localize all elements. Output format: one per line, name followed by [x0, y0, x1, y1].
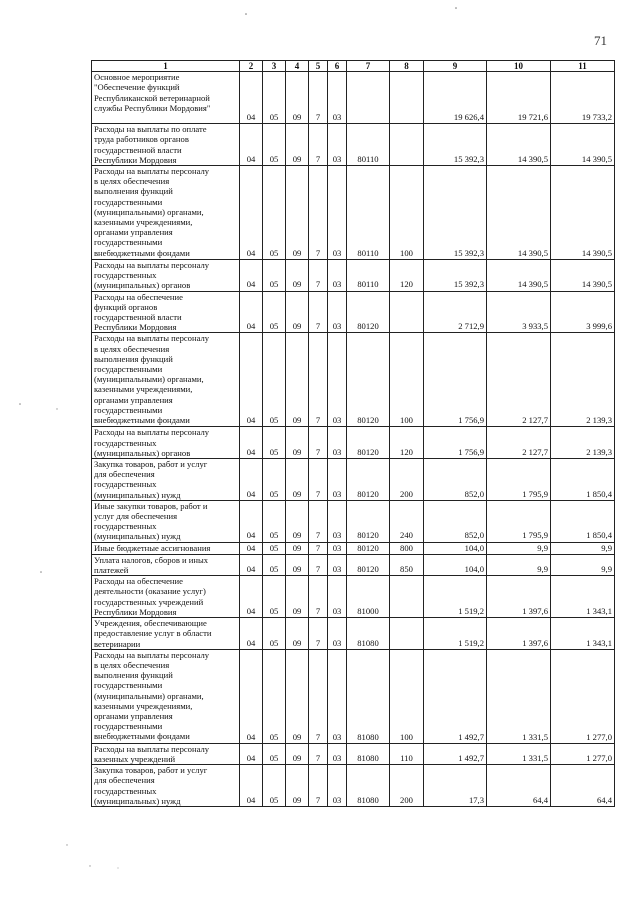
cell-direction: 80120 [347, 542, 390, 554]
cell-amount-year-3: 2 139,3 [551, 427, 615, 459]
cell-program: 7 [309, 260, 328, 292]
cell-target-article: 09 [286, 743, 309, 764]
col-header-10: 10 [487, 61, 551, 72]
cell-target-article: 09 [286, 542, 309, 554]
cell-subprogram: 03 [328, 576, 347, 618]
cell-amount-year-2: 1 795,9 [487, 459, 551, 501]
cell-amount-year-3: 19 733,2 [551, 72, 615, 124]
cell-subsection: 05 [263, 124, 286, 166]
cell-amount-year-3: 1 343,1 [551, 576, 615, 618]
cell-amount-year-1: 104,0 [424, 542, 487, 554]
cell-target-article: 09 [286, 459, 309, 501]
cell-target-article: 09 [286, 166, 309, 260]
col-header-7: 7 [347, 61, 390, 72]
table-row [92, 618, 615, 650]
cell-amount-year-3: 1 277,0 [551, 649, 615, 743]
cell-amount-year-2: 1 795,9 [487, 500, 551, 542]
cell-expense-name: Уплата налогов, сборов и иных платежей [92, 554, 240, 575]
cell-target-article: 09 [286, 649, 309, 743]
cell-program: 7 [309, 459, 328, 501]
cell-expense-type: 200 [390, 765, 424, 807]
cell-target-article: 09 [286, 72, 309, 124]
cell-subsection: 05 [263, 291, 286, 333]
cell-amount-year-1: 17,3 [424, 765, 487, 807]
cell-subprogram: 03 [328, 459, 347, 501]
cell-direction: 81080 [347, 618, 390, 650]
cell-expense-type: 110 [390, 743, 424, 764]
cell-amount-year-2: 3 933,5 [487, 291, 551, 333]
table-row [92, 459, 615, 501]
cell-program: 7 [309, 743, 328, 764]
table-row [92, 333, 615, 427]
cell-expense-name: Расходы на выплаты персоналу государственных (муниципальных) органов [92, 427, 240, 459]
cell-expense-name: Иные закупки товаров, работ и услуг для обеспечения государственных (муниципальных) нужд [92, 500, 240, 542]
cell-direction: 80120 [347, 459, 390, 501]
cell-subprogram: 03 [328, 649, 347, 743]
cell-program: 7 [309, 618, 328, 650]
cell-program: 7 [309, 765, 328, 807]
cell-subsection: 05 [263, 618, 286, 650]
cell-amount-year-1: 1 519,2 [424, 618, 487, 650]
cell-subprogram: 03 [328, 618, 347, 650]
cell-target-article: 09 [286, 765, 309, 807]
cell-target-article: 09 [286, 500, 309, 542]
cell-expense-type: 100 [390, 649, 424, 743]
table-row [92, 576, 615, 618]
cell-expense-type [390, 576, 424, 618]
cell-amount-year-1: 19 626,4 [424, 72, 487, 124]
cell-amount-year-3: 1 850,4 [551, 500, 615, 542]
cell-amount-year-1: 852,0 [424, 459, 487, 501]
col-header-8: 8 [390, 61, 424, 72]
cell-direction: 80120 [347, 333, 390, 427]
cell-section: 04 [240, 765, 263, 807]
cell-subprogram: 03 [328, 124, 347, 166]
cell-direction: 81000 [347, 576, 390, 618]
cell-target-article: 09 [286, 124, 309, 166]
table-row [92, 72, 615, 124]
cell-expense-type: 850 [390, 554, 424, 575]
cell-expense-name: Расходы на обеспечение деятельности (оказание услуг) государственных учреждений Республики Мордовия [92, 576, 240, 618]
cell-subsection: 05 [263, 542, 286, 554]
cell-target-article: 09 [286, 576, 309, 618]
cell-target-article: 09 [286, 427, 309, 459]
cell-program: 7 [309, 649, 328, 743]
cell-subprogram: 03 [328, 427, 347, 459]
cell-subprogram: 03 [328, 542, 347, 554]
cell-expense-type: 100 [390, 333, 424, 427]
cell-amount-year-3: 14 390,5 [551, 260, 615, 292]
cell-section: 04 [240, 576, 263, 618]
cell-direction [347, 72, 390, 124]
cell-amount-year-1: 1 492,7 [424, 743, 487, 764]
cell-direction: 80110 [347, 124, 390, 166]
table-row [92, 554, 615, 575]
table-row [92, 124, 615, 166]
cell-section: 04 [240, 291, 263, 333]
cell-amount-year-3: 3 999,6 [551, 291, 615, 333]
cell-direction: 80110 [347, 166, 390, 260]
col-header-3: 3 [263, 61, 286, 72]
cell-section: 04 [240, 427, 263, 459]
cell-section: 04 [240, 649, 263, 743]
cell-target-article: 09 [286, 333, 309, 427]
cell-expense-type: 100 [390, 166, 424, 260]
cell-expense-type: 240 [390, 500, 424, 542]
cell-program: 7 [309, 333, 328, 427]
cell-section: 04 [240, 72, 263, 124]
budget-table [91, 60, 615, 807]
cell-amount-year-3: 64,4 [551, 765, 615, 807]
col-header-9: 9 [424, 61, 487, 72]
cell-direction: 81080 [347, 743, 390, 764]
cell-program: 7 [309, 427, 328, 459]
cell-expense-type [390, 291, 424, 333]
cell-amount-year-1: 15 392,3 [424, 166, 487, 260]
cell-program: 7 [309, 576, 328, 618]
cell-program: 7 [309, 500, 328, 542]
cell-program: 7 [309, 124, 328, 166]
cell-subsection: 05 [263, 260, 286, 292]
cell-subsection: 05 [263, 649, 286, 743]
cell-direction: 80120 [347, 500, 390, 542]
cell-amount-year-1: 2 712,9 [424, 291, 487, 333]
cell-amount-year-1: 104,0 [424, 554, 487, 575]
cell-amount-year-2: 1 331,5 [487, 743, 551, 764]
cell-program: 7 [309, 542, 328, 554]
cell-subsection: 05 [263, 333, 286, 427]
cell-expense-name: Учреждения, обеспечивающие предоставление услуг в области ветеринарии [92, 618, 240, 650]
cell-amount-year-3: 1 277,0 [551, 743, 615, 764]
cell-amount-year-1: 15 392,3 [424, 260, 487, 292]
cell-expense-name: Расходы на выплаты персоналу казенных учреждений [92, 743, 240, 764]
cell-amount-year-1: 1 492,7 [424, 649, 487, 743]
cell-expense-name: Основное мероприятие "Обеспечение функций Республиканской ветеринарной службы Республики Мордовия" [92, 72, 240, 124]
col-header-1: 1 [92, 61, 240, 72]
cell-expense-type: 800 [390, 542, 424, 554]
cell-subsection: 05 [263, 554, 286, 575]
cell-amount-year-2: 9,9 [487, 554, 551, 575]
table-row [92, 166, 615, 260]
cell-subprogram: 03 [328, 333, 347, 427]
cell-section: 04 [240, 743, 263, 764]
col-header-6: 6 [328, 61, 347, 72]
table-body [92, 72, 615, 807]
cell-amount-year-2: 19 721,6 [487, 72, 551, 124]
cell-direction: 80110 [347, 260, 390, 292]
cell-subprogram: 03 [328, 291, 347, 333]
cell-expense-name: Расходы на выплаты по оплате труда работников органов государственной власти Республики Мордовия [92, 124, 240, 166]
cell-subsection: 05 [263, 166, 286, 260]
cell-amount-year-1: 1 519,2 [424, 576, 487, 618]
cell-subsection: 05 [263, 500, 286, 542]
cell-direction: 81080 [347, 765, 390, 807]
cell-amount-year-3: 14 390,5 [551, 166, 615, 260]
cell-program: 7 [309, 72, 328, 124]
cell-amount-year-2: 2 127,7 [487, 427, 551, 459]
table-row [92, 542, 615, 554]
cell-subprogram: 03 [328, 743, 347, 764]
cell-target-article: 09 [286, 260, 309, 292]
cell-direction: 80120 [347, 427, 390, 459]
cell-amount-year-2: 14 390,5 [487, 124, 551, 166]
cell-amount-year-2: 14 390,5 [487, 166, 551, 260]
cell-target-article: 09 [286, 291, 309, 333]
cell-expense-name: Расходы на обеспечение функций органов государственной власти Республики Мордовия [92, 291, 240, 333]
col-header-5: 5 [309, 61, 328, 72]
cell-amount-year-2: 1 331,5 [487, 649, 551, 743]
col-header-11: 11 [551, 61, 615, 72]
cell-subsection: 05 [263, 743, 286, 764]
col-header-2: 2 [240, 61, 263, 72]
cell-expense-name: Расходы на выплаты персоналу государственных (муниципальных) органов [92, 260, 240, 292]
cell-amount-year-1: 1 756,9 [424, 333, 487, 427]
cell-expense-name: Расходы на выплаты персоналу в целях обеспечения выполнения функций государственными (муниципальными) органами, казенными учреждениями, органами управления государственными внебюджетными фондами [92, 649, 240, 743]
cell-subsection: 05 [263, 765, 286, 807]
cell-subprogram: 03 [328, 554, 347, 575]
cell-direction: 80120 [347, 291, 390, 333]
header-row [92, 61, 615, 72]
cell-direction: 81080 [347, 649, 390, 743]
cell-expense-name: Расходы на выплаты персоналу в целях обеспечения выполнения функций государственными (муниципальными) органами, казенными учреждениями, органами управления государственными внебюджетными фондами [92, 166, 240, 260]
cell-expense-name: Расходы на выплаты персоналу в целях обеспечения выполнения функций государственными (муниципальными) органами, казенными учреждениями, органами управления государственными внебюджетными фондами [92, 333, 240, 427]
cell-subsection: 05 [263, 427, 286, 459]
cell-amount-year-3: 9,9 [551, 542, 615, 554]
cell-subprogram: 03 [328, 72, 347, 124]
cell-section: 04 [240, 542, 263, 554]
cell-amount-year-2: 1 397,6 [487, 576, 551, 618]
cell-section: 04 [240, 333, 263, 427]
cell-expense-type: 200 [390, 459, 424, 501]
cell-expense-name: Закупка товаров, работ и услуг для обеспечения государственных (муниципальных) нужд [92, 765, 240, 807]
table-row [92, 291, 615, 333]
cell-amount-year-1: 1 756,9 [424, 427, 487, 459]
cell-amount-year-3: 1 343,1 [551, 618, 615, 650]
cell-subsection: 05 [263, 459, 286, 501]
cell-section: 04 [240, 618, 263, 650]
cell-subprogram: 03 [328, 260, 347, 292]
cell-amount-year-2: 1 397,6 [487, 618, 551, 650]
cell-amount-year-2: 14 390,5 [487, 260, 551, 292]
cell-program: 7 [309, 291, 328, 333]
cell-expense-type [390, 124, 424, 166]
cell-section: 04 [240, 459, 263, 501]
table-row [92, 500, 615, 542]
table-row [92, 427, 615, 459]
cell-amount-year-3: 2 139,3 [551, 333, 615, 427]
cell-expense-type [390, 618, 424, 650]
cell-amount-year-3: 14 390,5 [551, 124, 615, 166]
cell-section: 04 [240, 554, 263, 575]
cell-amount-year-3: 9,9 [551, 554, 615, 575]
cell-amount-year-2: 64,4 [487, 765, 551, 807]
cell-subprogram: 03 [328, 765, 347, 807]
cell-expense-type [390, 72, 424, 124]
cell-direction: 80120 [347, 554, 390, 575]
cell-expense-type: 120 [390, 260, 424, 292]
cell-program: 7 [309, 166, 328, 260]
table-row [92, 649, 615, 743]
cell-target-article: 09 [286, 554, 309, 575]
cell-target-article: 09 [286, 618, 309, 650]
table-row [92, 260, 615, 292]
cell-expense-type: 120 [390, 427, 424, 459]
cell-amount-year-2: 2 127,7 [487, 333, 551, 427]
cell-subsection: 05 [263, 72, 286, 124]
cell-amount-year-1: 15 392,3 [424, 124, 487, 166]
page-number: 71 [594, 33, 607, 48]
cell-section: 04 [240, 166, 263, 260]
cell-program: 7 [309, 554, 328, 575]
cell-subsection: 05 [263, 576, 286, 618]
cell-expense-name: Иные бюджетные ассигнования [92, 542, 240, 554]
table-row [92, 765, 615, 807]
cell-amount-year-2: 9,9 [487, 542, 551, 554]
col-header-4: 4 [286, 61, 309, 72]
cell-amount-year-1: 852,0 [424, 500, 487, 542]
cell-amount-year-3: 1 850,4 [551, 459, 615, 501]
cell-section: 04 [240, 500, 263, 542]
cell-subprogram: 03 [328, 166, 347, 260]
cell-expense-name: Закупка товаров, работ и услуг для обеспечения государственных (муниципальных) нужд [92, 459, 240, 501]
table-row [92, 743, 615, 764]
cell-section: 04 [240, 124, 263, 166]
cell-subprogram: 03 [328, 500, 347, 542]
cell-section: 04 [240, 260, 263, 292]
